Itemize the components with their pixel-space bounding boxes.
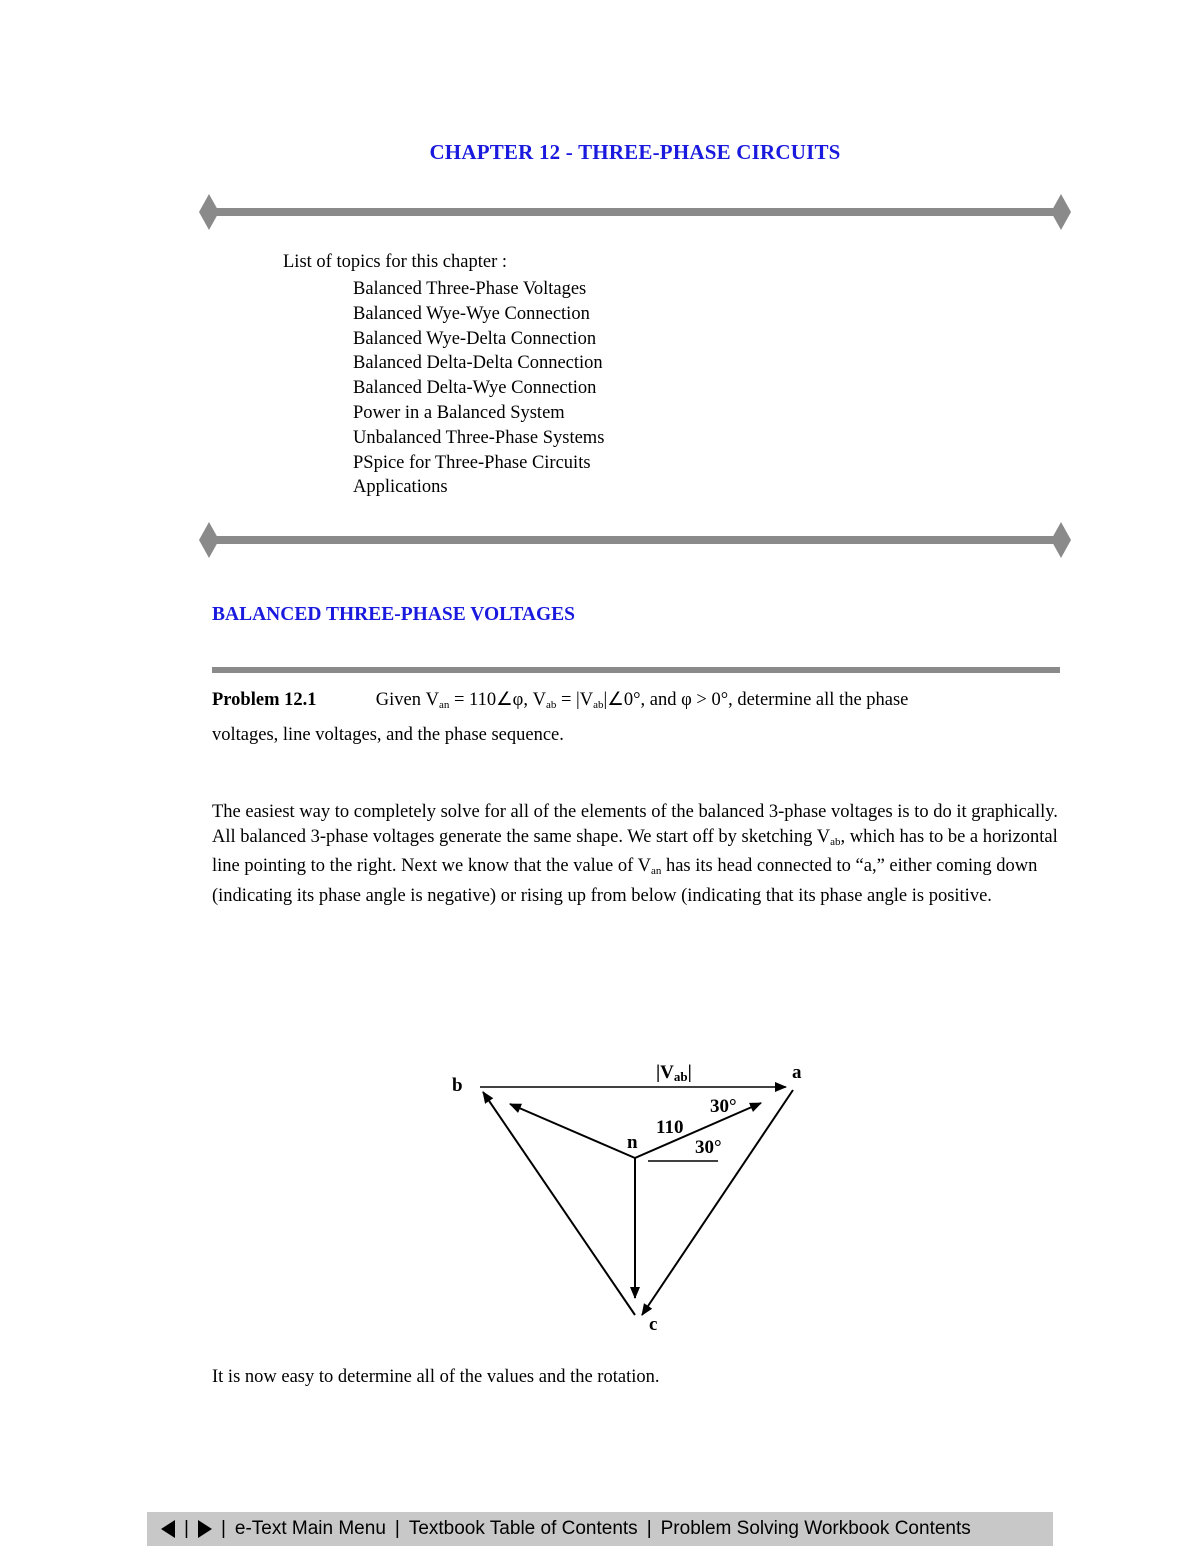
svg-text:|Vab|: |Vab| <box>656 1062 692 1084</box>
decorative-rule-bottom <box>195 520 1075 560</box>
topic-item: Balanced Wye-Wye Connection <box>353 303 590 324</box>
label-30-lower: 30° <box>695 1137 722 1158</box>
topic-item: PSpice for Three-Phase Circuits <box>353 452 591 473</box>
label-c: c <box>649 1314 658 1335</box>
problem-label: Problem 12.1 <box>212 690 317 710</box>
label-n: n <box>627 1132 638 1153</box>
problem-continuation: voltages, line voltages, and the phase sequence. <box>212 725 564 745</box>
topic-item: Balanced Wye-Delta Connection <box>353 328 597 349</box>
label-110: 110 <box>656 1117 684 1138</box>
given-word: Given <box>375 690 421 710</box>
math-v-an: $V_{an}$ = 110∠φ <box>425 690 524 711</box>
footer-separator: | <box>394 1518 400 1539</box>
etext-main-menu-link[interactable]: e-Text Main Menu <box>234 1518 386 1539</box>
topic-list <box>353 277 604 500</box>
label-30-upper: 30° <box>710 1096 737 1117</box>
navigation-footer <box>147 1512 1053 1546</box>
topic-item: Balanced Delta-Delta Connection <box>353 353 603 374</box>
label-a: a <box>792 1062 802 1083</box>
previous-page-icon[interactable] <box>161 1520 175 1538</box>
topic-item: Balanced Three-Phase Voltages <box>353 279 587 299</box>
problem-statement: Problem 12.1 Given $V_{an}$ = 110∠φ, $V_{ab}$ = $|V_{ab}|\angle 0^\circ$, and φ > 0°, determine all the phase <box>212 690 909 711</box>
math-v-ab: $V_{ab}$ = $|V_{ab}|\angle 0^\circ$ <box>532 690 641 711</box>
topic-item: Unbalanced Three-Phase Systems <box>353 427 605 448</box>
vbn-arrow <box>510 1104 635 1158</box>
footer-separator: | <box>184 1518 189 1539</box>
textbook-toc-link[interactable]: Textbook Table of Contents <box>408 1518 638 1539</box>
workbook-contents-link[interactable]: Problem Solving Workbook Contents <box>660 1518 971 1539</box>
section-divider <box>212 667 1060 673</box>
chapter-title: CHAPTER 12 - THREE-PHASE CIRCUITS <box>429 140 841 164</box>
topic-item: Balanced Delta-Wye Connection <box>353 378 597 399</box>
phasor-diagram <box>430 1050 830 1340</box>
topics-intro: List of topics for this chapter : <box>283 252 508 272</box>
footer-separator: | <box>646 1518 652 1539</box>
label-vab <box>656 1062 692 1084</box>
explanation-paragraph: The easiest way to completely solve for all of the elements of the balanced 3-phase voltages is to do it graphically. All balanced 3-phase voltages generate the same shape. We start off by sketching $V_{ab}$, which has to be a horizontal line pointing to the right. Next we know that the value of $V_{an}$ has its head connected to “a,” either coming down (indicating its phase angle is negative) or rising up from below (indicating that its phase angle is positive. <box>212 802 1058 906</box>
next-page-icon[interactable] <box>198 1520 212 1538</box>
closing-sentence: It is now easy to determine all of the values and the rotation. <box>212 1367 660 1387</box>
topic-item: Power in a Balanced System <box>353 402 565 423</box>
footer-separator: | <box>220 1518 226 1539</box>
section-title: BALANCED THREE-PHASE VOLTAGES <box>212 604 575 625</box>
decorative-rule-top <box>195 192 1075 232</box>
topic-item: Applications <box>353 477 448 498</box>
math-phi-condition: φ > 0° <box>681 690 729 710</box>
label-b: b <box>452 1075 463 1096</box>
